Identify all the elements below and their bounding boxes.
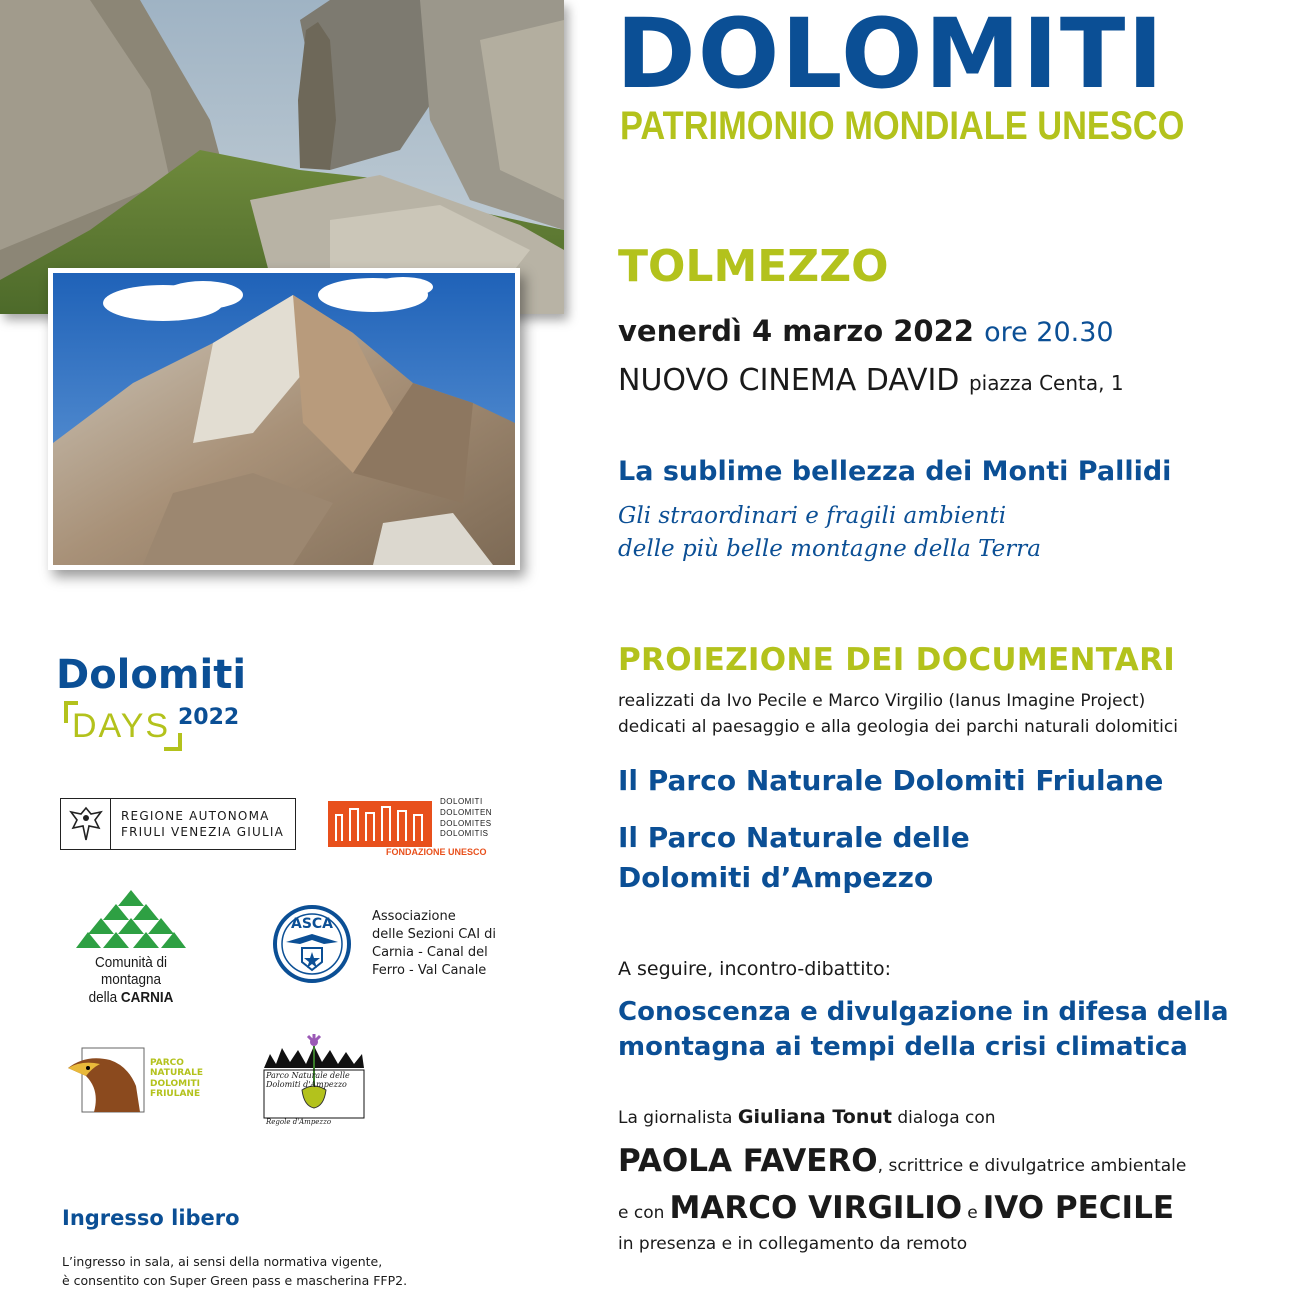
talk-subtitle-line: delle più belle montagne della Terra bbox=[618, 536, 1041, 563]
parco-dolomiti-friulane-logo bbox=[66, 1046, 226, 1114]
participation-mode: in presenza e in collegamento da remoto bbox=[618, 1234, 968, 1254]
main-subtitle: PATRIMONIO MONDIALE UNESCO bbox=[620, 104, 1185, 148]
ampezzo-line: Dolomiti d'Ampezzo bbox=[266, 1079, 347, 1089]
debate-intro: A seguire, incontro-dibattito: bbox=[618, 958, 891, 980]
carnia-line bbox=[64, 989, 199, 1006]
park-line: DOLOMITI bbox=[150, 1078, 200, 1089]
asca-badge-logo bbox=[272, 904, 352, 984]
projection-description bbox=[618, 688, 1178, 741]
talk-subtitle bbox=[618, 500, 1258, 567]
debate-title bbox=[618, 995, 1229, 1066]
unesco-line: DOLOMITEN bbox=[440, 807, 493, 817]
park-line: PARCO bbox=[150, 1058, 184, 1068]
debate-title-line: montagna ai tempi della crisi climatica bbox=[618, 1032, 1188, 1063]
event-venue: NUOVO CINEMA DAVID bbox=[618, 363, 960, 398]
event-time: ore 20.30 bbox=[984, 317, 1114, 348]
ampezzo-line: Parco Naturale delle bbox=[266, 1071, 350, 1080]
days-logo-year: 2022 bbox=[178, 705, 240, 730]
talk-title: La sublime bellezza dei Monti Pallidi bbox=[618, 456, 1172, 487]
event-city: TOLMEZZO bbox=[618, 241, 889, 292]
fondazione-unesco-logo bbox=[328, 797, 498, 859]
ampezzo-footer: Regole d'Ampezzo bbox=[266, 1118, 332, 1126]
speaker-line-2 bbox=[618, 1190, 1174, 1226]
film-title-2 bbox=[618, 818, 970, 898]
carnia-prefix: della bbox=[88, 988, 118, 1006]
journalist-prefix: La giornalista bbox=[618, 1108, 733, 1128]
projection-desc-line: realizzati da Ivo Pecile e Marco Virgilio (Ianus Imagine Project) bbox=[618, 691, 1146, 711]
entry-line: L’ingresso in sala, ai sensi della normativa vigente, bbox=[62, 1254, 383, 1269]
fvg-line: FRIULI VENEZIA GIULIA bbox=[121, 825, 284, 839]
entry-heading: Ingresso libero bbox=[62, 1206, 240, 1230]
park-line: NATURALE bbox=[150, 1068, 204, 1079]
fvg-line: REGIONE AUTONOMA bbox=[121, 808, 270, 823]
parco-ampezzo-logo bbox=[262, 1034, 366, 1130]
regione-fvg-logo bbox=[60, 798, 296, 850]
journalist-name: Giuliana Tonut bbox=[737, 1106, 892, 1128]
speaker-name: MARCO VIRGILIO bbox=[669, 1190, 963, 1226]
asca-line: Associazione bbox=[372, 909, 456, 924]
entry-line: è consentito con Super Green pass e mascherina FFP2. bbox=[62, 1273, 408, 1289]
asca-badge-text: ASCA bbox=[290, 916, 334, 932]
photo-tofana-mountain bbox=[48, 268, 520, 570]
eagle-crest-icon bbox=[61, 799, 111, 849]
speaker-role: , scrittrice e divulgatrice ambientale bbox=[877, 1156, 1187, 1176]
unesco-block-icon bbox=[328, 801, 432, 847]
journalist-line bbox=[618, 1106, 996, 1128]
entry-notice bbox=[62, 1252, 407, 1291]
dolomiti-days-logo bbox=[56, 652, 296, 755]
days-logo-sub: DAYS bbox=[72, 707, 171, 745]
speaker-name: IVO PECILE bbox=[982, 1190, 1175, 1226]
unesco-line: DOLOMITIS bbox=[440, 829, 489, 839]
projection-desc-line: dedicati al paesaggio e alla geologia dei parchi naturali dolomitici bbox=[618, 717, 1178, 738]
carnia-bold: CARNIA bbox=[120, 988, 174, 1006]
unesco-line: DOLOMITI bbox=[440, 797, 483, 806]
asca-line: Carnia - Canal del bbox=[372, 944, 488, 960]
days-logo-word: Dolomiti bbox=[56, 652, 247, 698]
carnia-logo bbox=[56, 888, 206, 1006]
speaker-conjunction: e bbox=[967, 1203, 978, 1223]
asca-line: delle Sezioni CAI di bbox=[372, 926, 497, 942]
film-title-2-line: Il Parco Naturale delle bbox=[618, 821, 970, 854]
carnia-trees-icon bbox=[76, 888, 186, 950]
event-date-line bbox=[618, 314, 1114, 349]
unesco-caption: FONDAZIONE UNESCO bbox=[386, 847, 487, 857]
days-logo-bottom bbox=[56, 701, 296, 753]
speaker-prefix: e con bbox=[618, 1203, 665, 1223]
film-title-1: Il Parco Naturale Dolomiti Friulane bbox=[618, 764, 1164, 797]
debate-title-line: Conoscenza e divulgazione in difesa della bbox=[618, 997, 1229, 1027]
unesco-line: DOLOMITES bbox=[440, 818, 492, 828]
carnia-line: Comunità di montagna bbox=[94, 954, 168, 989]
film-title-2-line: Dolomiti d’Ampezzo bbox=[618, 860, 934, 894]
asca-line: Ferro - Val Canale bbox=[372, 962, 487, 978]
projection-heading: PROIEZIONE DEI DOCUMENTARI bbox=[618, 642, 1176, 678]
speaker-name: PAOLA FAVERO bbox=[618, 1143, 878, 1179]
asca-description bbox=[372, 908, 522, 980]
journalist-suffix: dialoga con bbox=[897, 1108, 996, 1128]
talk-subtitle-line: Gli straordinari e fragili ambienti bbox=[618, 503, 1007, 529]
event-venue-line bbox=[618, 363, 1124, 399]
main-title: DOLOMITI bbox=[616, 0, 1166, 110]
event-date: venerdì 4 marzo 2022 bbox=[618, 314, 974, 348]
event-address: piazza Centa, 1 bbox=[968, 371, 1124, 395]
speaker-line-1 bbox=[618, 1143, 1186, 1179]
photo-dolomiti-valley bbox=[0, 0, 564, 314]
park-line: FRIULANE bbox=[150, 1089, 201, 1100]
eagle-icon bbox=[66, 1046, 146, 1114]
